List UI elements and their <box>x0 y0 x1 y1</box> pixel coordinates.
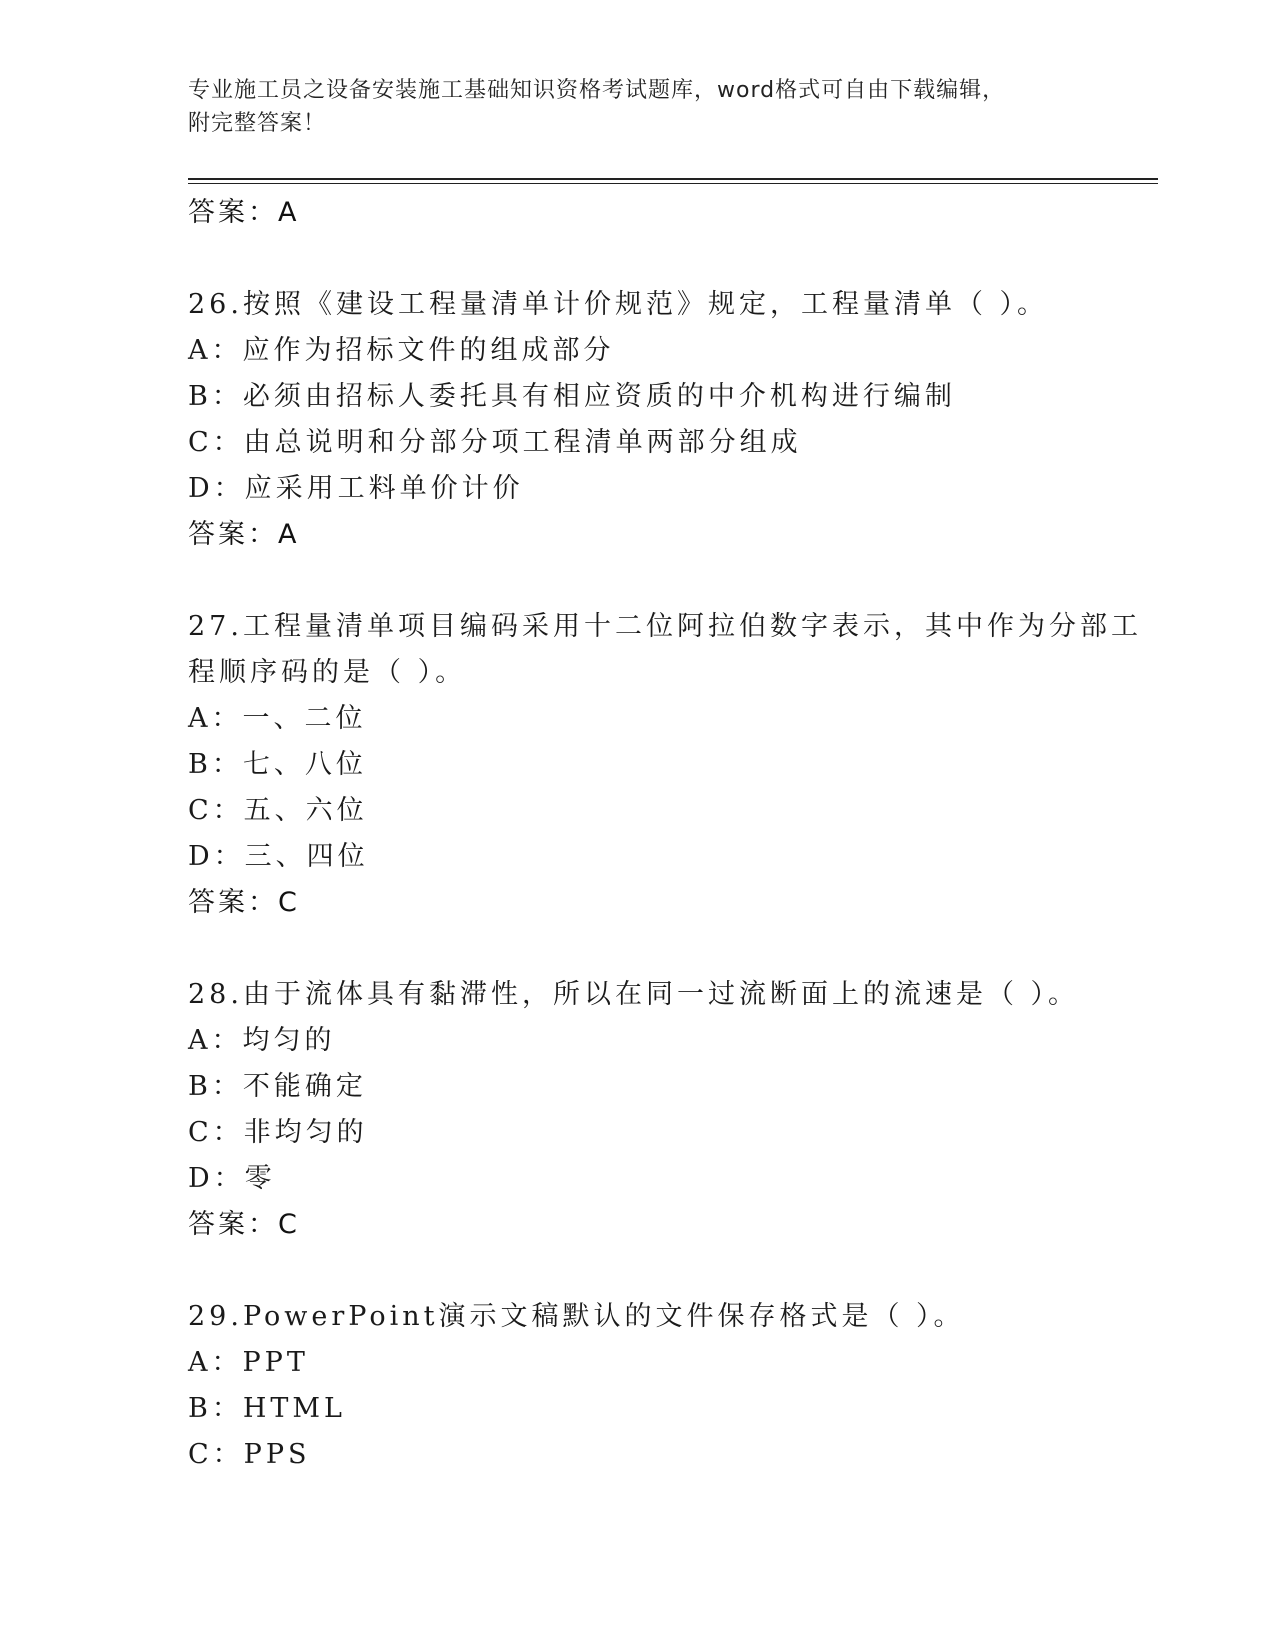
option-b: B：不能确定 <box>188 1071 367 1102</box>
question-stem: 26.按照《建设工程量清单计价规范》规定，工程量清单（ ）。 <box>188 289 1049 320</box>
answer-28: 答案：C <box>188 1209 300 1240</box>
answer-25: 答案：A <box>188 197 300 228</box>
option-c: C：五、六位 <box>188 795 368 826</box>
question-stem: 29.PowerPoint演示文稿默认的文件保存格式是（ ）。 <box>188 1301 965 1332</box>
option-a: A：PPT <box>188 1347 309 1378</box>
question-stem-line-2: 程顺序码的是（ ）。 <box>188 657 467 688</box>
header-line-2: 附完整答案！ <box>188 111 327 136</box>
header-divider-thick <box>188 178 1158 180</box>
option-b: B：七、八位 <box>188 749 367 780</box>
question-26 <box>188 282 1088 558</box>
header-line-1: 专业施工员之设备安装施工基础知识资格考试题库，word格式可自由下载编辑， <box>188 78 1006 103</box>
option-d: D：三、四位 <box>188 841 369 872</box>
question-28 <box>188 972 1088 1248</box>
option-a: A：一、二位 <box>188 703 367 734</box>
question-stem-line-1: 27.工程量清单项目编码采用十二位阿拉伯数字表示，其中作为分部工 <box>188 611 1142 642</box>
option-d: D：零 <box>188 1163 276 1194</box>
document-body <box>188 190 1142 1478</box>
document-header <box>188 74 1088 140</box>
option-c: C：非均匀的 <box>188 1117 368 1148</box>
answer-27: 答案：C <box>188 887 300 918</box>
question-27 <box>188 604 1142 926</box>
option-c: C：PPS <box>188 1439 311 1470</box>
option-a: A：应作为招标文件的组成部分 <box>188 335 615 366</box>
option-d: D：应采用工料单价计价 <box>188 473 524 504</box>
answer-26: 答案：A <box>188 519 300 550</box>
question-29 <box>188 1294 1088 1478</box>
option-a: A：均匀的 <box>188 1025 336 1056</box>
question-stem: 28.由于流体具有黏滞性，所以在同一过流断面上的流速是（ ）。 <box>188 979 1080 1010</box>
option-c: C：由总说明和分部分项工程清单两部分组成 <box>188 427 802 458</box>
option-b: B：HTML <box>188 1393 346 1424</box>
header-divider-thin <box>188 183 1158 184</box>
option-b: B：必须由招标人委托具有相应资质的中介机构进行编制 <box>188 381 956 412</box>
